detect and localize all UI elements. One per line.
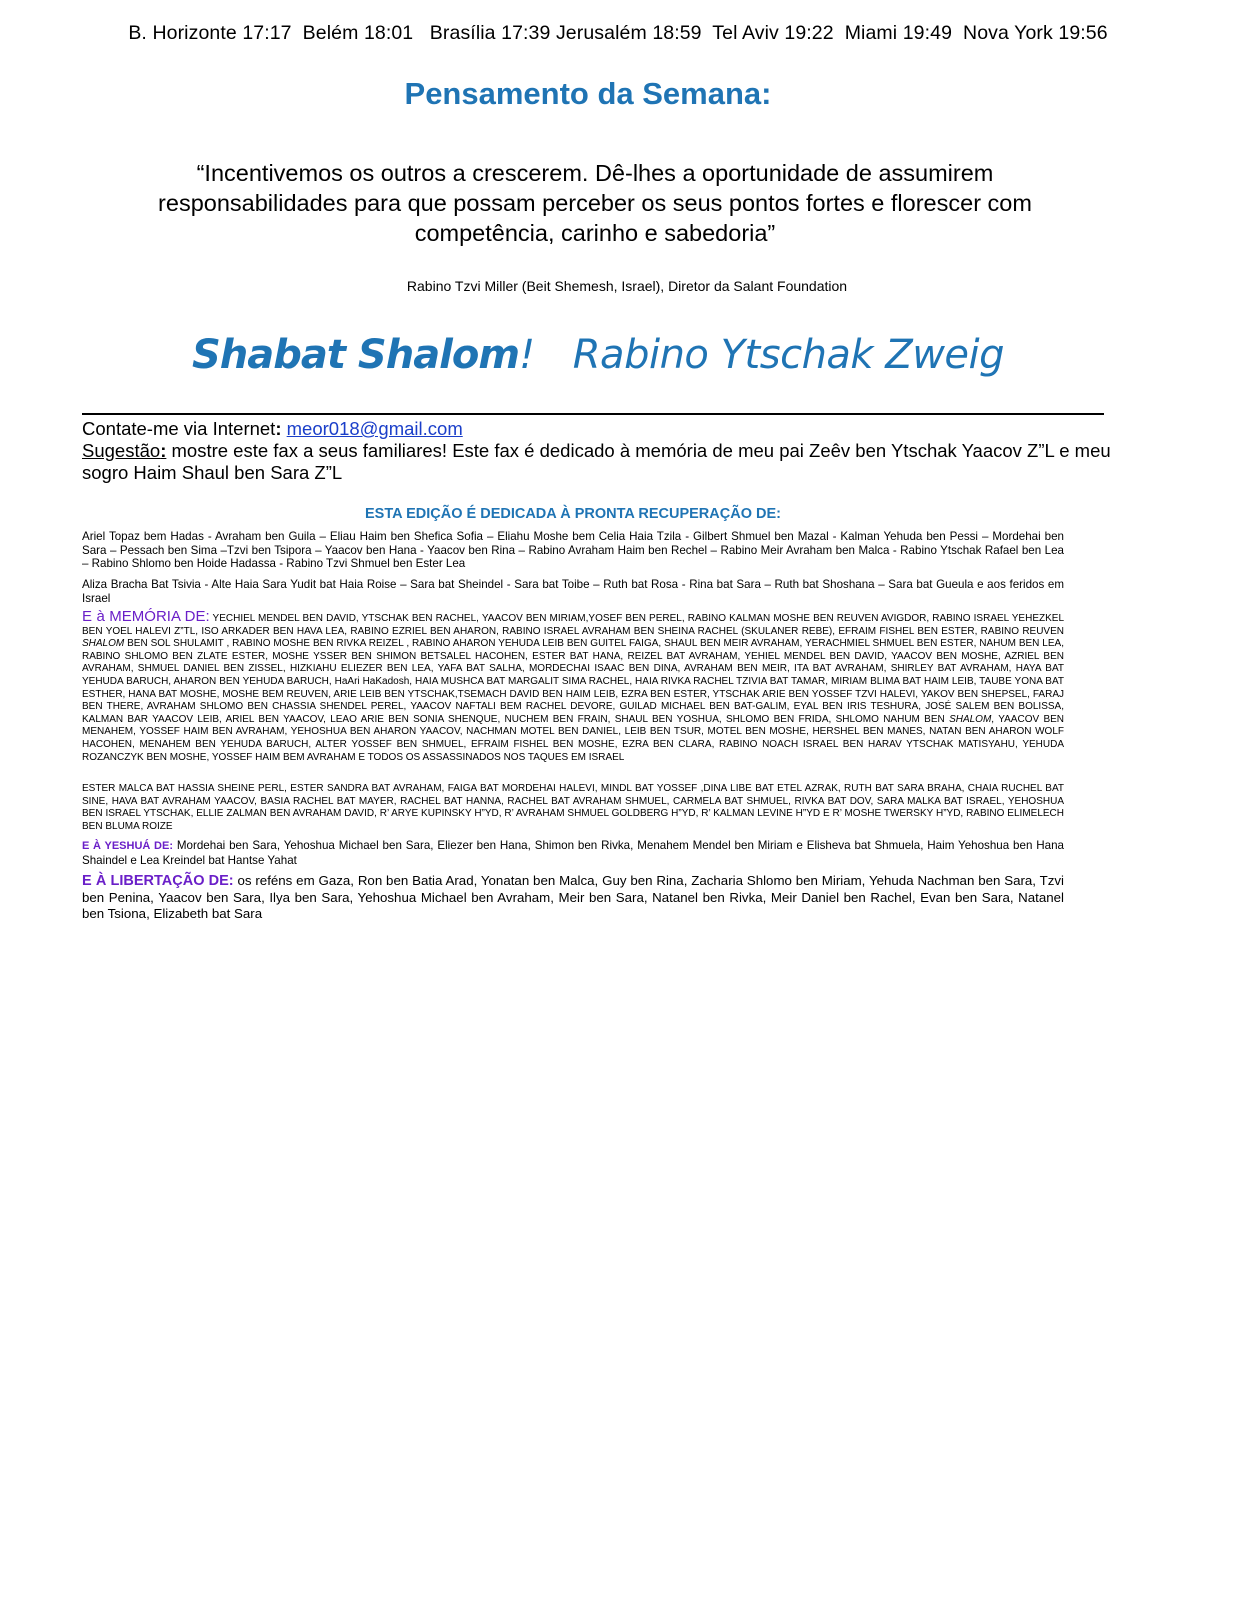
memory-text-2: BEN SOL SHULAMIT , RABINO MOSHE BEN RIVKA REIZEL , RABINO AHARON YEHUDA LEIB BEN GUITEL FAIGA, SHAUL BEN MEIR AVRAHAM, YERACHMIEL SHMUEL BEN ESTER, NAHUM BEN LEA, RABINO SHLOMO BEN ZLATE ESTER, MOSHE YSSER BEN SHIMON BETSALEL HACOHEN, ESTER BAT HANA, REIZEL BAT AVRAHAM, YEHIEL MENDEL BEN DAVID, YAACOV BEN MOSHE, AZRIEL BEN AVRAHAM, SHMUEL DANIEL BEN ZISSEL, HIZKIAHU ELIEZER BEN LEA, YAFA BAT SALHA, MORDECHAI ISAAC BEN DINA, AVRAHAM BEN MEIR, ITA BAT AVRAHAM, SHIRLEY BAT AVRAHAM, HAYA BAT YEHUDA BARUCH, AHARON BEN YEHUDA BARUCH, HaAri HaKadosh, HAIA MUSHCA BAT MARGALIT SIMA RACHEL, HAIA RIVKA RACHEL TZIVIA BAT TAMAR, MIRIAM BLIMA BAT HAIM LEIB, TAUBE YONA BAT ESTHER, HANA BAT MOSHE, MOSHE BEM REUVEN, ARIE LEIB BEN YTSCHAK,TSEMACH DAVID BEN HAIM LEIB, EZRA BEN ESTER, YTSCHAK ARIE BEN YOSSEF TZVI HALEVI, YAKOV BEN SHEPSEL, FARAJ BEN THERE, AVRAHAM SHLOMO BEN CHASSIA SHENDEL PEREL, YAACOV NAFTALI BEM RACHEL DEVORE, GUILAD MICHAEL BEN BAT-GALIM, EYAL BEN IRIS TESHURA, JOSÉ SALEM BEN BOLISSA, KALMAN BAR YAACOV LEIB, ARIEL BEN YAACOV, LEAO ARIE BEN SONIA SHENQUE, NUCHEM BEN FRAIN, SHAUL BEN YOSHUA, SHLOMO BEN FRIDA, SHLOMO NAHUM BEN: [82, 638, 1064, 725]
greeting-text: Shabat Shalom: [191, 332, 520, 378]
weekly-quote: “Incentivemos os outros a crescerem. Dê-lhes a oportunidade de assumirem responsabilidades para que possam perceber os seus pontos fortes e florescer com competência, carinho e sabedoria”: [158, 160, 1032, 246]
dedication-title: ESTA EDIÇÃO É DEDICADA À PRONTA RECUPERAÇÃO DE:: [365, 506, 781, 522]
yeshua-list: [82, 839, 1064, 867]
suggestion-label: Sugestão: [82, 440, 161, 461]
liberation-list: [82, 873, 1064, 923]
greeting-exclamation: !: [519, 332, 535, 378]
yeshua-text: Mordehai ben Sara, Yehoshua Michael ben Sara, Eliezer ben Hana, Shimon ben Rivka, Menahem Mendel ben Miriam e Elisheva bat Shmuela, Haim Yehoshua ben Hana Shaindel e Lea Kreindel bat Hantse Yahat: [82, 839, 1064, 867]
memory-shalom-1: SHALOM: [82, 638, 125, 650]
memory-text-3: , YAACOV BEN MENAHEM, YOSSEF HAIM BEN AVRAHAM, YEHOSHUA BEN AHARON YAACOV, NACHMAN MOTEL BEN DANIEL, LEIB BEN TSUR, MOTEL BEN MOSHE, HERSHEL BEN MANES, NATAN BEN AHARON WOLF HACOHEN, MENAHEM BEN YEHUDA BARUCH, ALTER YOSSEF BEN SHMUEL, EFRAIM FISHEL BEN MOSHE, EZRA BEN CLARA, RABINO NOACH ISRAEL BEN HARAV YTSCHAK MATISYAHU, YEHUDA ROZANCZYK BEN MOSHE, YOSSEF HAIM BEM AVRAHAM E TODOS OS ASSASSINADOS NOS TAQUES EM ISRAEL: [82, 713, 1065, 763]
contact-label: Contate-me via Internet: [82, 418, 276, 439]
memory-text-1: YECHIEL MENDEL BEN DAVID, YTSCHAK BEN RACHEL, YAACOV BEN MIRIAM,YOSEF BEN PEREL, RABINO KALMAN MOSHE BEN REUVEN AVIGDOR, RABINO ISRAEL YEHEZKEL BEN YOEL HALEVI Z”TL, ISO ARKADER BEN HAVA LEA, RABINO EZRIEL BEN AHARON, RABINO ISRAEL AVRAHAM BEN SHEINA RACHEL (SKULANER REBE), EFRAIM FISHEL BEN ESTER, RABINO REUVEN: [82, 613, 1065, 637]
memory-list: [82, 608, 1065, 764]
contact-block: [82, 418, 1112, 484]
candle-lighting-times: B. Horizonte 17:17 Belém 18:01 Brasília 17:39 Jerusalém 18:59 Tel Aviv 19:22 Miami 19:49 Nova York 19:56: [128, 22, 1108, 44]
suggestion-colon: :: [160, 440, 167, 461]
yeshua-label: E À YESHUÁ DE:: [82, 840, 174, 852]
shabat-shalom-heading: [0, 332, 1196, 378]
email-link[interactable]: meor018@gmail.com: [286, 418, 463, 439]
suggestion-line: [82, 440, 1112, 484]
memory-shalom-2: SHALOM: [949, 713, 992, 725]
suggestion-text: mostre este fax a seus familiares! Este fax é dedicado à memória de meu pai Zeêv ben Ytschak Yaacov Z”L e meu sogro Haim Shaul ben Sara Z”L: [82, 440, 1111, 483]
rabbi-name: Rabino Ytschak Zweig: [572, 332, 1005, 378]
recovery-men-list: Ariel Topaz bem Hadas - Avraham ben Guila – Eliau Haim ben Shefica Sofia – Eliahu Moshe bem Celia Haia Tzila - Gilbert Shmuel ben Mazal - Kalman Yehuda ben Pessi – Mordehai ben Sara – Pessach ben Sima –Tzvi ben Tsipora – Yaacov ben Hana - Yaacov ben Rina – Rabino Avraham Haim ben Rechel – Rabino Meir Avraham ben Malca - Rabino Ytschak Rafael ben Lea – Rabino Shlomo ben Hoide Hadassa - Rabino Tzvi Shmuel ben Ester Lea: [82, 530, 1064, 570]
thought-of-week-title: Pensamento da Semana:: [404, 76, 772, 111]
horizontal-divider: [82, 413, 1104, 415]
liberation-label: E À LIBERTAÇÃO DE:: [82, 873, 234, 889]
recovery-women-list: Aliza Bracha Bat Tsivia - Alte Haia Sara Yudit bat Haia Roise – Sara bat Sheindel - Sara bat Toibe – Ruth bat Rosa - Rina bat Sara – Ruth bat Shoshana – Sara bat Gueula e aos feridos em Israel: [82, 578, 1064, 605]
liberation-text: os reféns em Gaza, Ron ben Batia Arad, Yonatan ben Malca, Guy ben Rina, Zacharia Shlomo ben Miriam, Yehuda Nachman ben Sara, Tzvi ben Penina, Yaacov ben Sara, Ilya ben Sara, Yehoshua Michael ben Avraham, Meir ben Sara, Natanel ben Rivka, Meir Daniel ben Rachel, Evan ben Sara, Natanel ben Tsiona, Elizabeth bat Sara: [82, 873, 1064, 921]
contact-line: [82, 418, 1112, 440]
memory-label: E à MEMÓRIA DE:: [82, 608, 210, 625]
quote-author: Rabino Tzvi Miller (Beit Shemesh, Israel), Diretor da Salant Foundation: [406, 278, 848, 294]
contact-colon: :: [275, 418, 282, 439]
memory-women-list: ESTER MALCA BAT HASSIA SHEINE PERL, ESTER SANDRA BAT AVRAHAM, FAIGA BAT MORDEHAI HALEVI, MINDL BAT YOSSEF ,DINA LIBE BAT ETEL AZRAK, RUTH BAT SARA BRAHA, CHAIA RUCHEL BAT SINE, HAVA BAT AVRAHAM YAACOV, BASIA RACHEL BAT MAYER, RACHEL BAT HANNA, RACHEL BAT AVRAHAM SHMUEL, CARMELA BAT SHMUEL, RIVKA BAT DOV, SARA MALKA BAT ISRAEL, YEHOSHUA BEN ISRAEL YTSCHAK, ELLIE ZALMAN BEN AVRAHAM DAVID, R’ ARYE KUPINSKY H”YD, R’ AVRAHAM SHMUEL GOLDBERG H”YD, R’ KALMAN LEVINE H”YD E R’ MOSHE TWERSKY H”YD, RABINO ELIMELECH BEN BLUMA ROIZE: [82, 783, 1064, 832]
greeting-gap: [535, 332, 573, 378]
